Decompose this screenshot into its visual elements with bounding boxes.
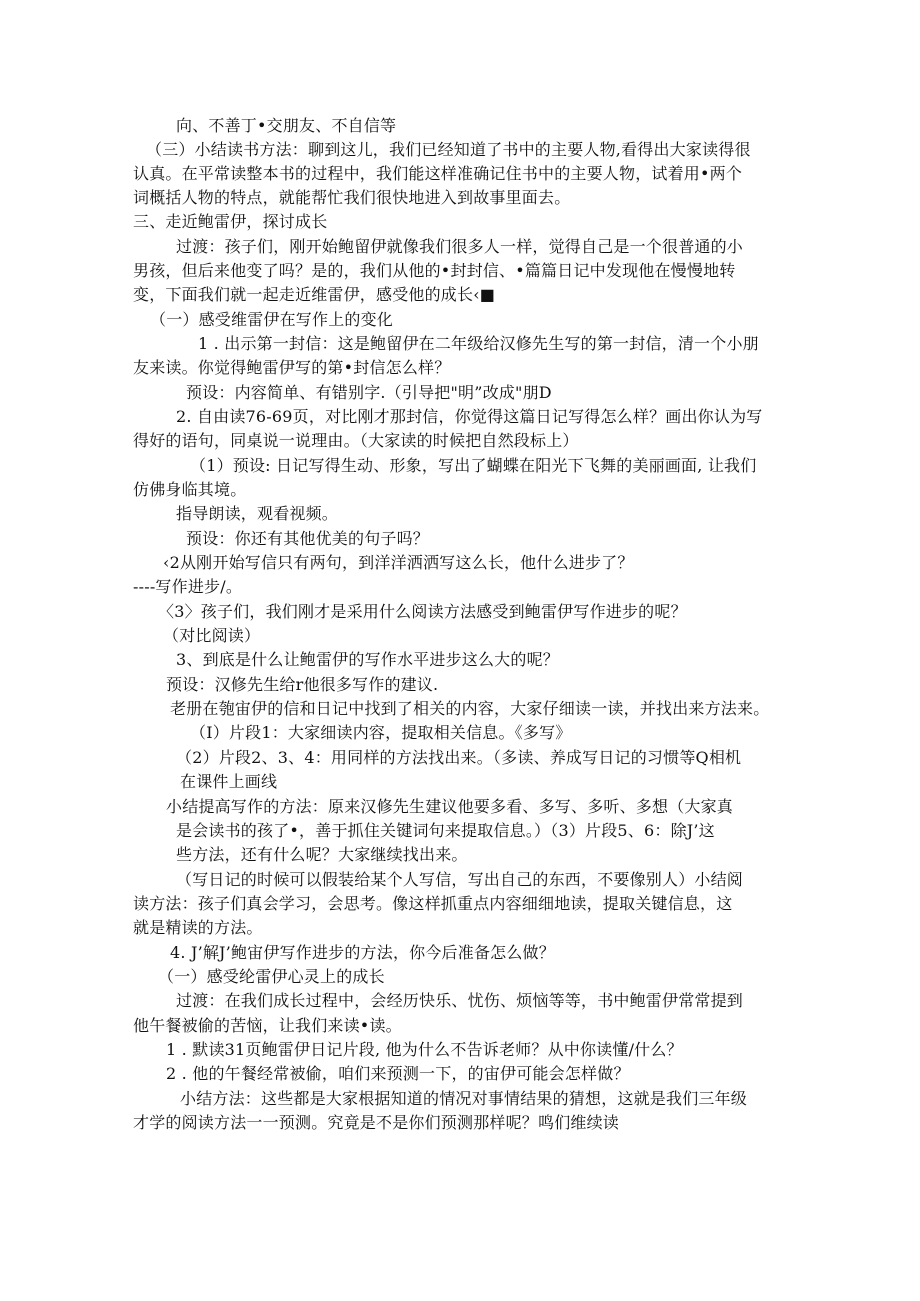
text-line-41: 小结方法：这些都是大家根据知道的情况对事情结果的猜想，这就是我们三年级 [180,1089,748,1108]
text-line-6: 过渡：孩子们，刚开始鲍留伊就像我们很多人一样，觉得自己是一个很普通的小 [176,237,744,256]
text-line-28: 在课件上画线 [180,772,278,791]
text-line-25: 老册在匏宙伊的信和日记中找到了相关的内容，大家仔细读一读，并找出来方法来。 [170,699,770,718]
text-line-30: 是会读书的孩了•，善于抓住关键词句来提取信息。）（3）片段5、6：除J’这 [176,821,715,840]
text-line-24: 预设：汉修先生给r他很多写作的建议. [166,675,439,694]
text-line-1: 向、不善丁•交朋友、不自信等 [176,116,397,135]
text-line-27: （2）片段2、3、4：用同样的方法找出来。（多读、养成写日记的习惯等Q相机 [176,748,742,767]
text-line-12: 预设：内容简单、有错别字.（引导把"明”改成"朋D [186,383,552,402]
text-line-26: （I）片段1：大家细读内容，提取相关信息。《多写》 [190,723,572,742]
text-line-23: 3、到底是什么让鲍雷伊的写作水平进步这么大的呢？ [176,650,559,669]
subsection-heading-1: （一）感受维雷伊在写作上的变化 [150,310,394,329]
text-line-21: 〈3〉孩子们，我们刚才是采用什么阅读方法感受到鲍雷伊写作进步的呢？ [158,602,687,621]
text-line-10: 1 . 出示第一封信：这是鲍留伊在二年级给汉修先生写的第一封信，清一个小朋 [198,334,759,353]
section-heading-3: 三、走近鲍雷伊，探讨成长 [133,212,328,231]
subsection-heading-2: （一）感受纶雷伊心灵上的成长 [158,967,385,986]
text-line-15: （1）预设: 日记写得生动、形象，写出了蝴蝶在阳光下飞舞的美丽画面, 让我们 [190,456,757,475]
text-line-34: 就是精读的方法。 [133,918,263,937]
text-line-18: 预设：你还有其他优美的句子吗？ [186,529,430,548]
text-line-39: 1 . 默读31页鲍雷伊日记片段, 他为什么不告诉老师？从中你读懂/什么？ [166,1040,683,1059]
text-line-2: （三）小结读书方法：聊到这儿，我们已经知道了书中的主要人物,看得出大家读得很 [146,140,751,159]
text-line-42: 才学的阅读方法一一预测。究竟是不是你们预测那样呢？鸣们维续读 [133,1113,620,1132]
text-line-16: 仿佛身临其境。 [133,480,247,499]
text-line-20: ----写作进步/。 [133,577,243,596]
text-line-4: 词概括人物的特点，就能帮忙我们很快地进入到故事里面去。 [133,188,571,207]
text-line-8: 变，下面我们就一起走近维雷伊，感受他的成长‹■ [133,285,496,304]
text-line-7: 男孩，但后来他变了吗？是的，我们从他的•封封信、•篇篇日记中发现他在慢慢地转 [133,261,736,280]
text-line-14: 得好的语句，同桌说一说理由。（大家读的时候把自然段标上） [133,431,579,450]
text-line-40: 2 . 他的午餐经常被偷，咱们来预测一下，的宙伊可能会怎样做？ [166,1064,630,1083]
text-line-33: 读方法：孩子们真会学习，会思考。像这样抓重点内容细细地读，提取关键信息，这 [133,894,733,913]
text-line-29: 小结提高写作的方法：原来汉修先生建议他要多看、多写、多听、多想（大家真 [166,797,734,816]
text-line-17: 指导朗读，观看视频。 [176,504,339,523]
text-line-31: 些方法，还有什么呢？大家继续找出来。 [176,845,468,864]
text-line-3: 认真。在平常读整本书的过程中，我们能这样准确记住书中的主要人物，试着用•两个 [133,164,743,183]
text-line-19: ‹2从刚开始写信只有两句，到洋洋洒洒写这么长，他什么进步了？ [163,553,634,572]
text-line-11: 友来读。你觉得鲍雷伊写的第•封信怎么样？ [133,358,451,377]
text-line-22: （对比阅读） [163,626,261,645]
text-line-37: 过渡：在我们成长过程中，会经历快乐、忧伤、烦恼等等，书中鲍雷伊常常提到 [176,991,744,1010]
text-line-35: 4. J’解J’鲍宙伊写作进步的方法，你今后准备怎么做？ [170,943,555,962]
text-line-38: 他午餐被偷的苦恼，让我们来读•读。 [133,1016,402,1035]
text-line-32: （写日记的时候可以假装给某个人写信，写出自己的东西，不要像别人）小结阅 [176,870,744,889]
text-line-13: 2. 自由读76-69页，对比刚才那封信，你觉得这篇日记写得怎么样？画出你认为写 [176,407,763,426]
